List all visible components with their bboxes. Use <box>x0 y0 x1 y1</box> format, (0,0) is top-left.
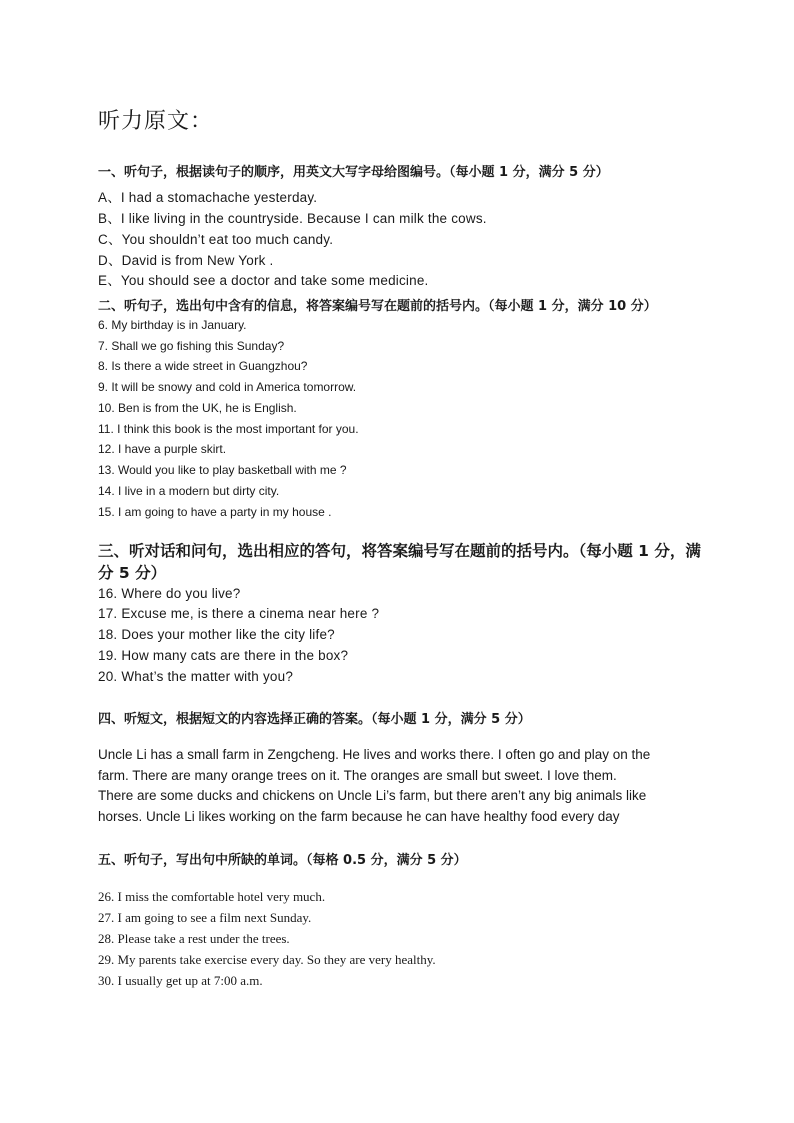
section2-item: 7. Shall we go fishing this Sunday? <box>98 339 285 353</box>
section1-heading: 一、听句子，根据读句子的顺序，用英文大写字母给图编号。（每小题 1 分，满分 5 分） <box>98 165 609 180</box>
section2-item: 13. Would you like to play basketball with me ? <box>98 463 347 477</box>
page-title: 听力原文： <box>98 109 214 134</box>
section1-item: B、I like living in the countryside. Because I can milk the cows. <box>98 211 487 226</box>
section2-item: 11. I think this book is the most important for you. <box>98 422 359 436</box>
section5-item: 30. I usually get up at 7:00 a.m. <box>98 973 263 988</box>
section3-item: 18. Does your mother like the city life? <box>98 627 335 642</box>
section1-item: A、I had a stomachache yesterday. <box>98 190 318 205</box>
section4-paragraph <box>98 745 708 827</box>
section3-item: 20. What’s the matter with you? <box>98 669 294 684</box>
section1-item: E、You should see a doctor and take some medicine. <box>98 273 429 288</box>
section4-heading: 四、听短文，根据短文的内容选择正确的答案。（每小题 1 分，满分 5 分） <box>98 712 531 727</box>
paragraph-line: farm. There are many orange trees on it. The oranges are small but sweet. I love them. <box>98 767 617 783</box>
section5-item: 28. Please take a rest under the trees. <box>98 931 290 946</box>
section5-heading: 五、听句子，写出句中所缺的单词。（每格 0.5 分，满分 5 分） <box>98 853 467 868</box>
section1-item: D、David is from New York . <box>98 253 274 268</box>
paragraph-line: horses. Uncle Li likes working on the farm because he can have healthy food every day <box>98 808 620 824</box>
section3-item: 16. Where do you live? <box>98 586 241 601</box>
section5-item: 27. I am going to see a film next Sunday. <box>98 910 312 925</box>
section2-item: 8. Is there a wide street in Guangzhou? <box>98 359 308 373</box>
section2-item: 6. My birthday is in January. <box>98 318 247 332</box>
paragraph-line: Uncle Li has a small farm in Zengcheng. He lives and works there. I often go and play on the <box>98 747 651 762</box>
section3-item: 19. How many cats are there in the box? <box>98 648 349 663</box>
section1-item: C、You shouldn’t eat too much candy. <box>98 232 334 247</box>
section3-item: 17. Excuse me, is there a cinema near here ? <box>98 606 380 621</box>
section5-item: 29. My parents take exercise every day. So they are very healthy. <box>98 952 436 967</box>
section5-item: 26. I miss the comfortable hotel very much. <box>98 889 326 904</box>
section2-item: 9. It will be snowy and cold in America tomorrow. <box>98 380 357 394</box>
paragraph-line: There are some ducks and chickens on Uncle Li’s farm, but there aren’t any big animals like <box>98 788 647 804</box>
section2-item: 10. Ben is from the UK, he is English. <box>98 401 297 415</box>
section2-item: 12. I have a purple skirt. <box>98 442 227 456</box>
section2-item: 14. I live in a modern but dirty city. <box>98 484 280 498</box>
section2-item: 15. I am going to have a party in my house . <box>98 505 332 519</box>
section2-heading: 二、听句子，选出句中含有的信息，将答案编号写在题前的括号内。（每小题 1 分，满分 10 分） <box>98 299 657 314</box>
section3-heading: 三、听对话和问句，选出相应的答句，将答案编号写在题前的括号内。（每小题 1 分，满分 5 分） <box>98 542 701 582</box>
